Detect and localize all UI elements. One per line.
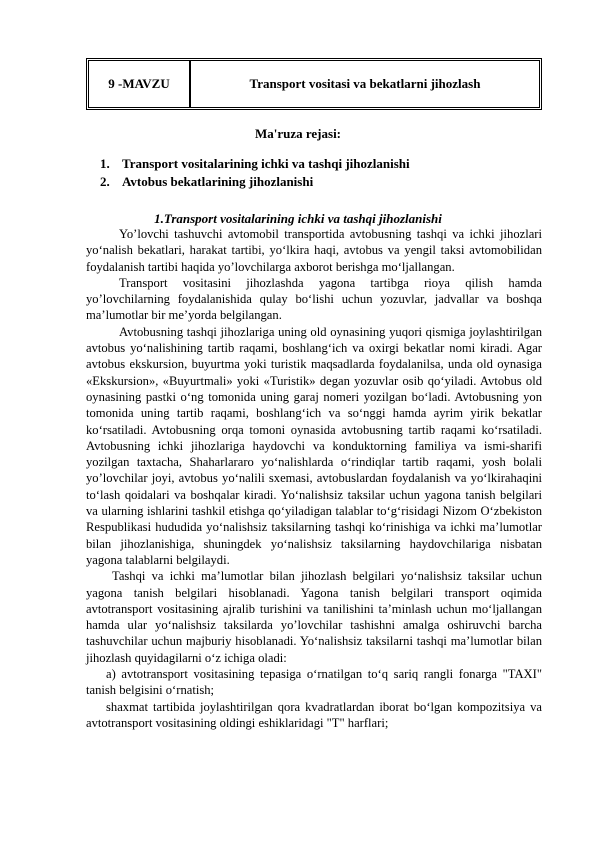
plan-item-number: 1. xyxy=(100,156,110,171)
plan-list xyxy=(100,155,410,191)
plan-item xyxy=(100,155,410,173)
paragraph: Transport vositasini jihozlashda yagona tartibga rioya qilish hamda yo’lovchilarning foydalanishida qulay bo‘lishi uchun yozuvlar, jadvallar va boshqa ma’lumotlar bir me’yorda belgilangan. xyxy=(86,275,542,323)
paragraph: shaxmat tartibida joylashtirilgan qora kvadratlardan iborat bo‘lgan kompozitsiya va avtotransport vositasining oldingi eshiklaridagi "T" harflari; xyxy=(86,699,542,730)
paragraph: Avtobusning tashqi jihozlariga uning old oynasining yuqori qismiga joylashtirilgan avtobus yo‘nalishining tartib raqami, boshlang‘ich va oxirgi bekatlar nomi kiradi. Agar avtobus ekskursion, buyurtma yoki turistik maqsadlarda foydalanilsa, unda old oynasiga «Ekskursion», «Buyurtmali» yoki «Turistik» degan yozuvlar osib qo‘yiladi. Avtobus old oynasining pastki o‘ng tomonida uning garaj nomeri yozilgan bo‘ladi. Avtobusning yon tomonida uning tartib raqami, boshlang‘ich va so‘nggi hamda ayrim yirik bekatlar ko‘rsatiladi. Avtobusning orqa tomoni oynasida avtobusning tartib raqami ko‘rsatiladi. Avtobusning ichki jihozlariga haydovchi va konduktorning familiya va ismi-sharifi yozilgan taxtacha, Shaharlararo yo‘nalishlarda o‘rindiqlar tartib raqami, yosh bolali yo’lovchilar joyi, avtobus yo‘nalili sxemasi, avtobuslardan foydalanish va yo‘lkirahaqini to‘lash qoidalari va boshqalar kiradi. Yo‘nalishsiz taksilar uchun yagona tanish belgilari va ularning ishlarini tashkil etishga qo‘yiladigan talablar to‘g‘risidagi Nizom O‘zbekiston Respublikasi hududida yo‘nalishsiz taksilarning tashqi ko‘rinishiga va ichki ma’lumotlar bilan jihozlanishiga, shuningdek yo‘nalishsiz taksilarning haydovchilariga nisbatan yagona talablarni belgilaydi. xyxy=(86,324,542,567)
paragraph: Tashqi va ichki ma’lumotlar bilan jihozlash belgilari yo‘nalishsiz taksilar uchun yagona tanish belgilari hisoblanadi. Yagona tanish belgilari transport oqimida avtotransport vositasining ajralib turishini va tanilishini ta’minlash uchun mo‘ljallangan hamda ular yo‘nalishsiz taksilarda yo’lovchilar tashishni amalga oshiruvchi barcha tashuvchilar uchun majburiy hisoblanadi. Yo‘nalishsiz taksilarni tashqi ma’lumotlar bilan jihozlash quyidagilarni o‘z ichiga oladi: xyxy=(86,569,542,665)
topic-title: Transport vositasi va bekatlarni jihozlash xyxy=(249,76,481,91)
paragraph: Yo’lovchi tashuvchi avtomobil transportida avtobusning tashqi va ichki jihozlari yo‘nalish bekatlari, harakat tartibi, yo‘lkira haqi, avtobus va yengil taksi avtomobilidan foydalanish tartibi haqida yo’lovchilarga axborot berishga mo‘ljallangan. xyxy=(86,227,542,274)
plan-item xyxy=(100,173,410,191)
topic-number: 9 -MAVZU xyxy=(89,61,191,107)
plan-item-number: 2. xyxy=(100,174,110,189)
plan-item-text: Avtobus bekatlarining jihozlanishi xyxy=(122,174,314,189)
topic-header-table xyxy=(86,58,542,110)
body-text xyxy=(86,226,542,731)
plan-title: Ma'ruza rejasi: xyxy=(254,126,342,141)
paragraph: a) avtotransport vositasining tepasiga o‘rnatilgan to‘q sariq rangli fonarga "TAXI" tanish belgisini o‘rnatish; xyxy=(86,667,542,698)
section-title: 1.Transport vositalarining ichki va tashqi jihozlanishi xyxy=(154,211,442,226)
plan-item-text: Transport vositalarining ichki va tashqi jihozlanishi xyxy=(122,156,410,171)
